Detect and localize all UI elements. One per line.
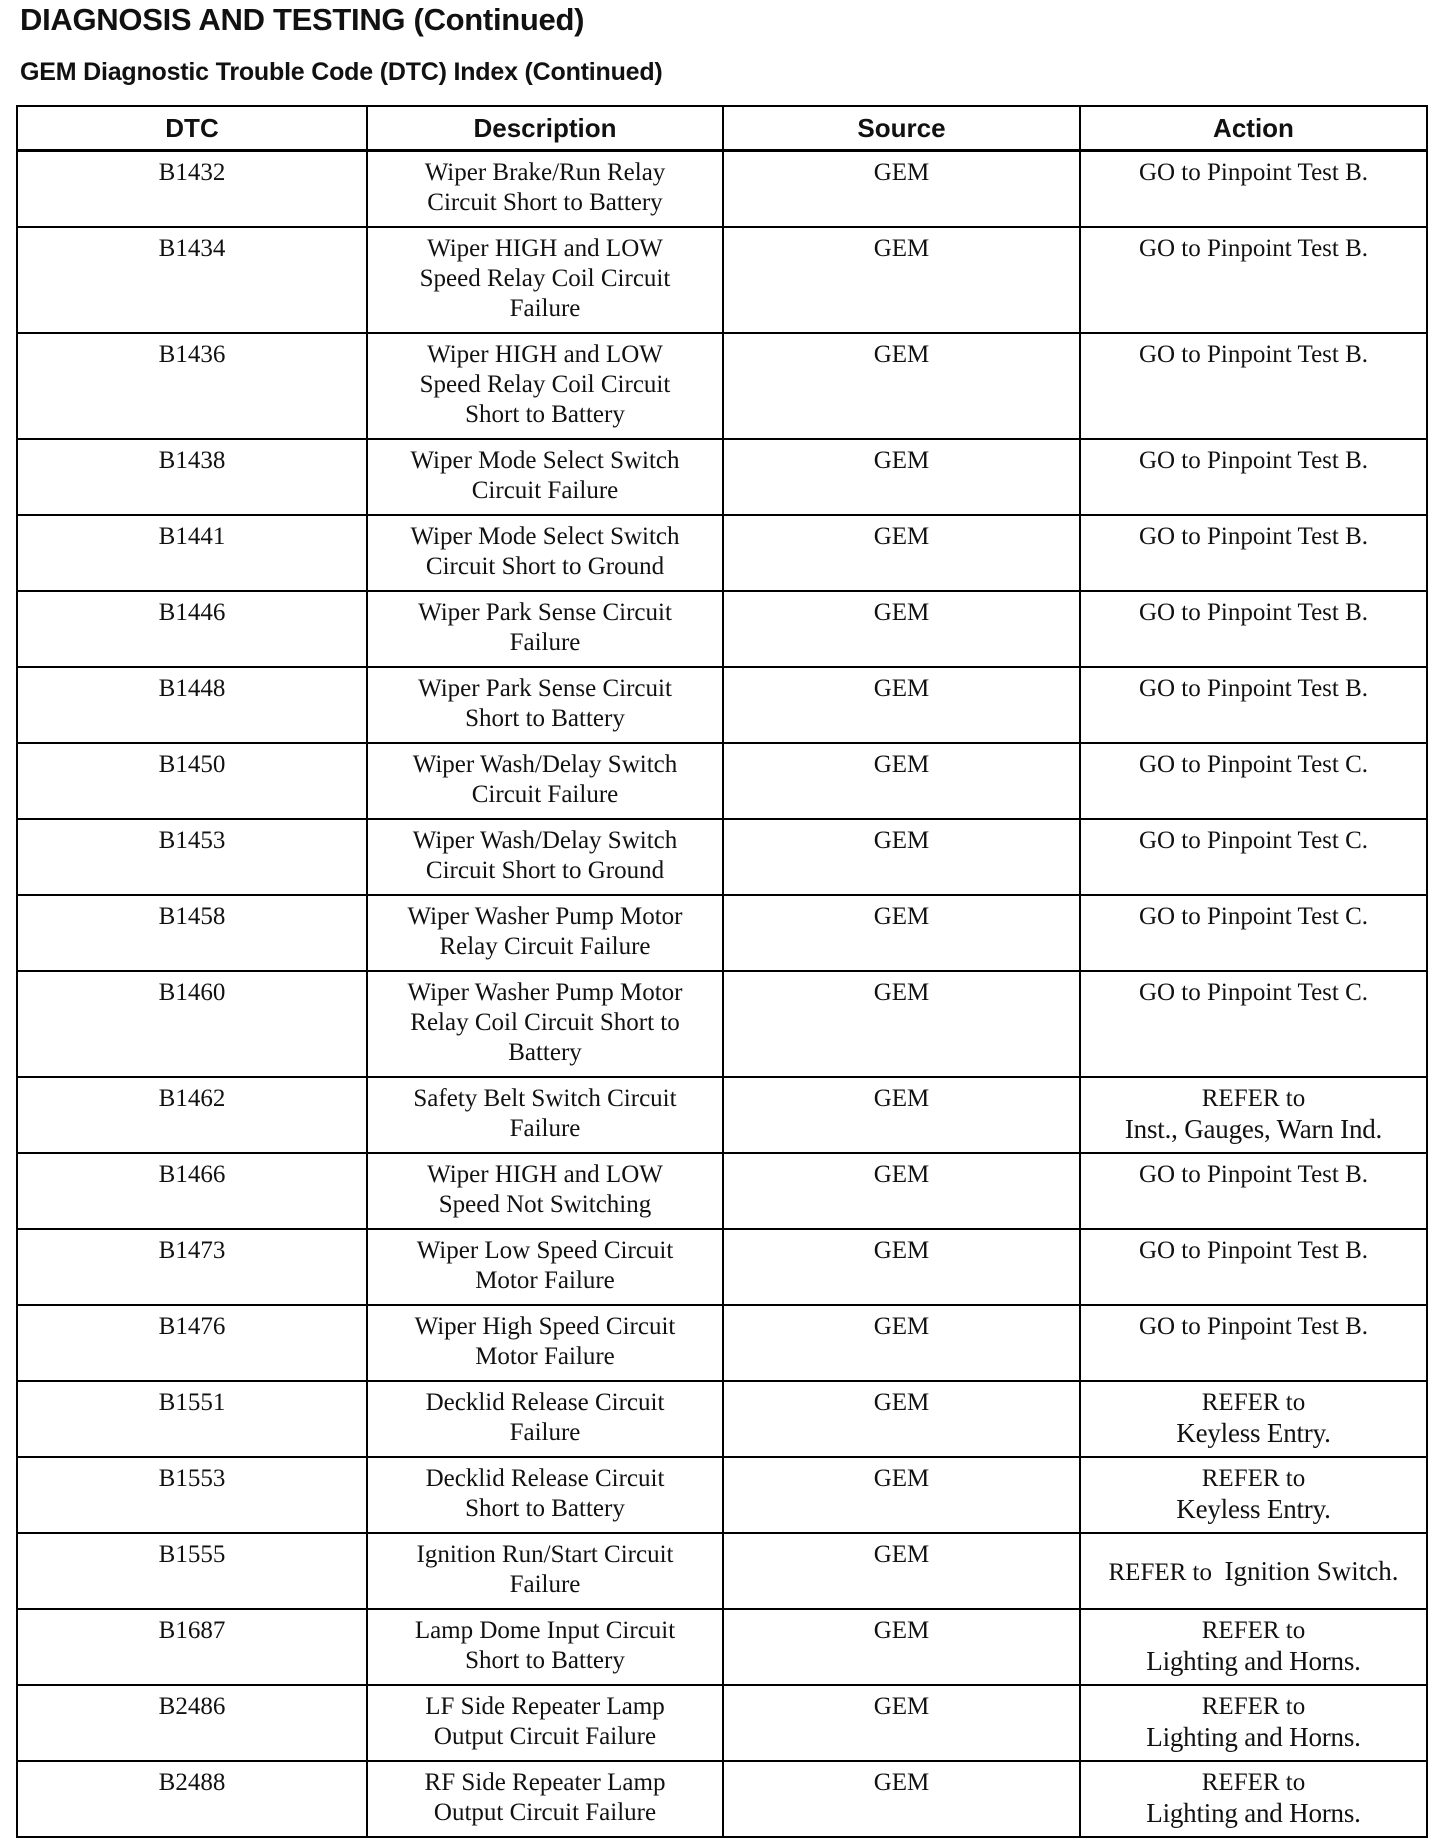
dtc-code-cell: B2486: [17, 1685, 367, 1761]
refer-prefix: REFER to: [1201, 1693, 1306, 1720]
action-cell: GO to Pinpoint Test B.: [1080, 1229, 1427, 1305]
description-line: Wiper Mode Select Switch: [410, 447, 680, 474]
table-row: [17, 1077, 1427, 1153]
table-row: [17, 971, 1427, 1077]
table-row: [17, 515, 1427, 591]
action-cell: GO to Pinpoint Test B.: [1080, 439, 1427, 515]
table-row: [17, 333, 1427, 439]
description-line: Battery: [508, 1039, 582, 1066]
column-header-source: Source: [723, 106, 1080, 151]
dtc-code-cell: B1441: [17, 515, 367, 591]
description-line: Wiper HIGH and LOW: [427, 235, 663, 262]
action-cell: [1080, 1685, 1427, 1761]
dtc-code-cell: B1473: [17, 1229, 367, 1305]
dtc-code-cell: B1438: [17, 439, 367, 515]
source-cell: GEM: [723, 333, 1080, 439]
source-cell: GEM: [723, 515, 1080, 591]
refer-prefix: REFER to: [1201, 1769, 1306, 1796]
table-row: [17, 1609, 1427, 1685]
dtc-code-cell: B1453: [17, 819, 367, 895]
source-cell: GEM: [723, 1153, 1080, 1229]
description-line: Failure: [509, 1115, 581, 1142]
table-row: [17, 1229, 1427, 1305]
page-title: DIAGNOSIS AND TESTING (Continued): [20, 2, 585, 37]
source-cell: GEM: [723, 1229, 1080, 1305]
dtc-code-cell: B1436: [17, 333, 367, 439]
description-line: Circuit Short to Battery: [427, 189, 663, 216]
action-cell: GO to Pinpoint Test B.: [1080, 333, 1427, 439]
action-cell: [1080, 1609, 1427, 1685]
action-cell: [1080, 1761, 1427, 1837]
table-row: [17, 743, 1427, 819]
table-title: GEM Diagnostic Trouble Code (DTC) Index (Continued): [20, 58, 663, 86]
description-cell: [367, 515, 723, 591]
description-cell: [367, 1533, 723, 1609]
dtc-code-cell: B1446: [17, 591, 367, 667]
action-cell: [1080, 1077, 1427, 1153]
column-header-dtc: DTC: [17, 106, 367, 151]
source-cell: GEM: [723, 895, 1080, 971]
description-line: Failure: [509, 1419, 581, 1446]
description-line: Wiper Wash/Delay Switch: [412, 827, 678, 854]
description-line: LF Side Repeater Lamp: [425, 1693, 665, 1720]
dtc-code-cell: B1476: [17, 1305, 367, 1381]
source-cell: GEM: [723, 1381, 1080, 1457]
description-line: Speed Relay Coil Circuit: [419, 371, 671, 398]
description-line: Wiper HIGH and LOW: [427, 341, 663, 368]
description-line: Wiper Mode Select Switch: [410, 523, 680, 550]
action-cell: [1080, 1457, 1427, 1533]
dtc-code-cell: B1687: [17, 1609, 367, 1685]
dtc-code-cell: B1432: [17, 151, 367, 228]
dtc-code-cell: B1553: [17, 1457, 367, 1533]
description-line: Wiper Park Sense Circuit: [418, 675, 672, 702]
table-row: [17, 439, 1427, 515]
source-cell: GEM: [723, 151, 1080, 228]
description-cell: [367, 1153, 723, 1229]
description-line: Lamp Dome Input Circuit: [414, 1617, 676, 1644]
description-cell: [367, 591, 723, 667]
description-line: Speed Not Switching: [438, 1191, 652, 1218]
dtc-code-cell: B1434: [17, 227, 367, 333]
refer-target: Inst., Gauges, Warn Ind.: [1124, 1114, 1383, 1144]
description-line: Output Circuit Failure: [433, 1799, 657, 1826]
source-cell: GEM: [723, 1077, 1080, 1153]
dtc-code-cell: B1555: [17, 1533, 367, 1609]
refer-target: Keyless Entry.: [1176, 1418, 1331, 1448]
description-cell: [367, 743, 723, 819]
source-cell: GEM: [723, 971, 1080, 1077]
description-line: Wiper Low Speed Circuit: [416, 1237, 674, 1264]
column-header-action: Action: [1080, 106, 1427, 151]
source-cell: GEM: [723, 1761, 1080, 1837]
description-line: Motor Failure: [475, 1343, 615, 1370]
source-cell: GEM: [723, 667, 1080, 743]
dtc-code-cell: B1466: [17, 1153, 367, 1229]
description-cell: [367, 1077, 723, 1153]
source-cell: GEM: [723, 227, 1080, 333]
dtc-code-cell: B1458: [17, 895, 367, 971]
table-row: [17, 227, 1427, 333]
table-body: [17, 151, 1427, 1838]
table-row: [17, 819, 1427, 895]
action-cell: GO to Pinpoint Test C.: [1080, 895, 1427, 971]
description-line: Wiper Brake/Run Relay: [424, 159, 666, 186]
description-line: Speed Relay Coil Circuit: [419, 265, 671, 292]
table-row: [17, 1305, 1427, 1381]
source-cell: GEM: [723, 1457, 1080, 1533]
description-line: Wiper Washer Pump Motor: [407, 903, 683, 930]
source-cell: GEM: [723, 1685, 1080, 1761]
description-cell: [367, 227, 723, 333]
dtc-code-cell: B1462: [17, 1077, 367, 1153]
dtc-code-cell: B1450: [17, 743, 367, 819]
description-line: Circuit Short to Ground: [425, 857, 665, 884]
description-line: RF Side Repeater Lamp: [424, 1769, 666, 1796]
description-cell: [367, 1381, 723, 1457]
refer-target: Lighting and Horns.: [1146, 1646, 1361, 1676]
description-cell: [367, 1761, 723, 1837]
source-cell: GEM: [723, 591, 1080, 667]
description-line: Short to Battery: [465, 705, 625, 732]
source-cell: GEM: [723, 743, 1080, 819]
source-cell: GEM: [723, 439, 1080, 515]
description-line: Wiper High Speed Circuit: [414, 1313, 676, 1340]
action-cell: GO to Pinpoint Test B.: [1080, 667, 1427, 743]
table-row: [17, 1685, 1427, 1761]
source-cell: GEM: [723, 1609, 1080, 1685]
description-cell: [367, 819, 723, 895]
description-cell: [367, 667, 723, 743]
action-cell: GO to Pinpoint Test B.: [1080, 227, 1427, 333]
description-line: Circuit Failure: [471, 477, 619, 504]
source-cell: GEM: [723, 1305, 1080, 1381]
description-cell: [367, 1609, 723, 1685]
table-row: [17, 1457, 1427, 1533]
table-header-row: [17, 106, 1427, 151]
description-line: Failure: [509, 629, 581, 656]
description-line: Failure: [509, 295, 581, 322]
action-cell: [1080, 1533, 1427, 1609]
column-header-description: Description: [367, 106, 723, 151]
dtc-code-cell: B2488: [17, 1761, 367, 1837]
description-line: Decklid Release Circuit: [425, 1465, 665, 1492]
description-line: Wiper HIGH and LOW: [427, 1161, 663, 1188]
description-line: Short to Battery: [465, 1647, 625, 1674]
description-line: Circuit Failure: [471, 781, 619, 808]
refer-target: Lighting and Horns.: [1146, 1798, 1361, 1828]
action-cell: GO to Pinpoint Test C.: [1080, 819, 1427, 895]
action-cell: GO to Pinpoint Test C.: [1080, 743, 1427, 819]
table-row: [17, 1153, 1427, 1229]
table-row: [17, 1533, 1427, 1609]
table-row: [17, 667, 1427, 743]
description-cell: [367, 439, 723, 515]
table-row: [17, 1381, 1427, 1457]
description-cell: [367, 333, 723, 439]
action-cell: GO to Pinpoint Test B.: [1080, 1153, 1427, 1229]
description-line: Wiper Wash/Delay Switch: [412, 751, 678, 778]
source-cell: GEM: [723, 1533, 1080, 1609]
refer-prefix: REFER to: [1201, 1617, 1306, 1644]
description-cell: [367, 971, 723, 1077]
description-line: Safety Belt Switch Circuit: [413, 1085, 677, 1112]
table-row: [17, 591, 1427, 667]
table-row: [17, 1761, 1427, 1837]
action-cell: [1080, 1381, 1427, 1457]
refer-prefix: REFER to: [1201, 1085, 1306, 1112]
refer-target: Lighting and Horns.: [1146, 1722, 1361, 1752]
table-row: [17, 895, 1427, 971]
description-cell: [367, 151, 723, 228]
description-line: Wiper Washer Pump Motor: [407, 979, 683, 1006]
dtc-code-cell: B1551: [17, 1381, 367, 1457]
table-row: [17, 151, 1427, 228]
description-line: Relay Circuit Failure: [439, 933, 651, 960]
dtc-code-cell: B1448: [17, 667, 367, 743]
description-line: Ignition Run/Start Circuit: [416, 1541, 674, 1568]
description-cell: [367, 1685, 723, 1761]
refer-target: Keyless Entry.: [1176, 1494, 1331, 1524]
description-cell: [367, 895, 723, 971]
refer-prefix: REFER to: [1201, 1465, 1306, 1492]
description-line: Short to Battery: [465, 1495, 625, 1522]
refer-prefix: REFER to: [1108, 1559, 1212, 1586]
description-line: Output Circuit Failure: [433, 1723, 657, 1750]
action-cell: GO to Pinpoint Test B.: [1080, 1305, 1427, 1381]
action-cell: GO to Pinpoint Test B.: [1080, 515, 1427, 591]
refer-target: Ignition Switch.: [1224, 1556, 1399, 1586]
dtc-index-table: [16, 105, 1428, 1838]
description-cell: [367, 1229, 723, 1305]
action-cell: GO to Pinpoint Test C.: [1080, 971, 1427, 1077]
source-cell: GEM: [723, 819, 1080, 895]
action-cell: GO to Pinpoint Test B.: [1080, 151, 1427, 228]
description-line: Failure: [509, 1571, 581, 1598]
description-line: Motor Failure: [475, 1267, 615, 1294]
action-cell: GO to Pinpoint Test B.: [1080, 591, 1427, 667]
dtc-code-cell: B1460: [17, 971, 367, 1077]
description-line: Short to Battery: [465, 401, 625, 428]
description-line: Circuit Short to Ground: [425, 553, 665, 580]
refer-prefix: REFER to: [1201, 1389, 1306, 1416]
description-line: Decklid Release Circuit: [425, 1389, 665, 1416]
description-line: Wiper Park Sense Circuit: [418, 599, 672, 626]
description-line: Relay Coil Circuit Short to: [410, 1009, 680, 1036]
description-cell: [367, 1457, 723, 1533]
description-cell: [367, 1305, 723, 1381]
